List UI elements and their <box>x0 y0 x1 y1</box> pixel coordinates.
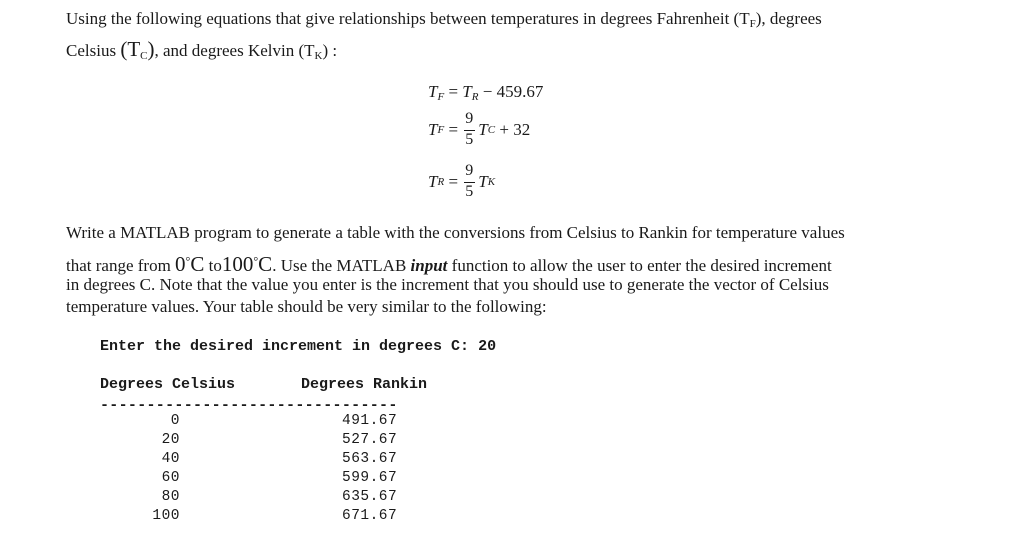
celsius-cell: 20 <box>161 432 180 448</box>
body-text: to <box>204 256 222 275</box>
body-text: that range from <box>66 256 176 275</box>
paren: ) <box>147 37 155 61</box>
body-line-2 <box>66 250 832 277</box>
fraction <box>464 110 476 150</box>
prompt-text: Enter the desired increment in degrees C: <box>100 338 479 355</box>
eq-rhs-symbol: T <box>478 172 488 191</box>
eq-operator: = <box>448 82 459 101</box>
symbol-tk: T <box>304 41 315 60</box>
symbol-tf: T <box>739 9 750 28</box>
celsius-cell: 80 <box>161 489 180 505</box>
header-rankin: Degrees Rankin <box>301 376 428 393</box>
header-celsius: Degrees Celsius <box>100 376 236 393</box>
eq-rhs-symbol: T <box>462 82 472 101</box>
rankin-cell: 599.67 <box>342 470 398 486</box>
value-zero: 0 <box>175 252 186 276</box>
intro-text: Celsius <box>66 41 121 60</box>
intro-text: ), degrees <box>755 9 822 28</box>
table-separator: -------------------------------- <box>100 397 398 414</box>
body-line-4: temperature values. Your table should be very similar to the following: <box>66 297 547 316</box>
unit-c: C <box>258 252 273 276</box>
intro-line-1 <box>66 8 822 35</box>
eq-lhs-sub: F <box>437 124 445 136</box>
body-line-3: in degrees C. Note that the value you enter is the increment that you should use to generate the vector of Celsius <box>66 275 829 294</box>
eq-lhs: T <box>428 120 438 139</box>
eq-operator: = <box>448 120 459 139</box>
celsius-cell: 60 <box>161 470 180 486</box>
fraction-numerator: 9 <box>465 162 474 179</box>
eq-rhs-sub: K <box>487 176 496 188</box>
intro-text: , and degrees Kelvin ( <box>154 41 305 60</box>
symbol-subscript: F <box>749 18 756 30</box>
rankin-cell: 635.67 <box>342 489 398 505</box>
symbol-tc: T <box>127 37 141 61</box>
celsius-cell: 40 <box>161 451 180 467</box>
eq-lhs: T <box>428 82 438 101</box>
equation-fahrenheit-celsius <box>428 110 530 150</box>
eq-rhs-symbol: T <box>478 120 488 139</box>
equation-rankin-kelvin <box>428 162 495 202</box>
keyword-input: input <box>410 256 448 275</box>
eq-lhs-sub: R <box>437 176 445 188</box>
rankin-cell: 491.67 <box>342 413 398 429</box>
rankin-cell: 671.67 <box>342 508 398 524</box>
prompt-value: 20 <box>478 338 497 355</box>
body-line-1: Write a MATLAB program to generate a table with the conversions from Celsius to Rankin for temperature values <box>66 223 845 242</box>
celsius-cell: 0 <box>170 413 180 429</box>
eq-lhs: T <box>428 172 438 191</box>
symbol-subscript: K <box>314 50 323 62</box>
symbol-subscript: C <box>140 50 148 62</box>
eq-rhs-rest: + 32 <box>495 120 531 139</box>
eq-lhs-sub: F <box>437 91 445 103</box>
rankin-cell: 563.67 <box>342 451 398 467</box>
fraction-denominator: 5 <box>465 183 474 200</box>
intro-text: Using the following equations that give relationships between temperatures in degrees Fahrenheit ( <box>66 9 740 28</box>
celsius-cell: 100 <box>152 508 180 524</box>
rankin-cell: 527.67 <box>342 432 398 448</box>
fraction <box>464 162 476 202</box>
fraction-denominator: 5 <box>465 131 474 148</box>
paren: ( <box>120 37 128 61</box>
body-text: function to allow the user to enter the desired increment <box>447 256 832 275</box>
equation-fahrenheit-rankin <box>428 82 543 103</box>
intro-text: ) : <box>322 41 338 60</box>
eq-rhs-sub: C <box>487 124 496 136</box>
body-text: . Use the MATLAB <box>272 256 411 275</box>
unit-c: C <box>190 252 205 276</box>
eq-rhs-rest: − 459.67 <box>478 82 544 101</box>
fraction-numerator: 9 <box>465 110 474 127</box>
degree-sign: ° <box>253 254 259 268</box>
degree-sign: ° <box>185 254 191 268</box>
value-hundred: 100 <box>221 252 254 276</box>
eq-operator: = <box>448 172 459 191</box>
eq-rhs-sub: R <box>471 91 479 103</box>
console-prompt <box>100 338 496 355</box>
intro-line-2 <box>66 38 337 67</box>
